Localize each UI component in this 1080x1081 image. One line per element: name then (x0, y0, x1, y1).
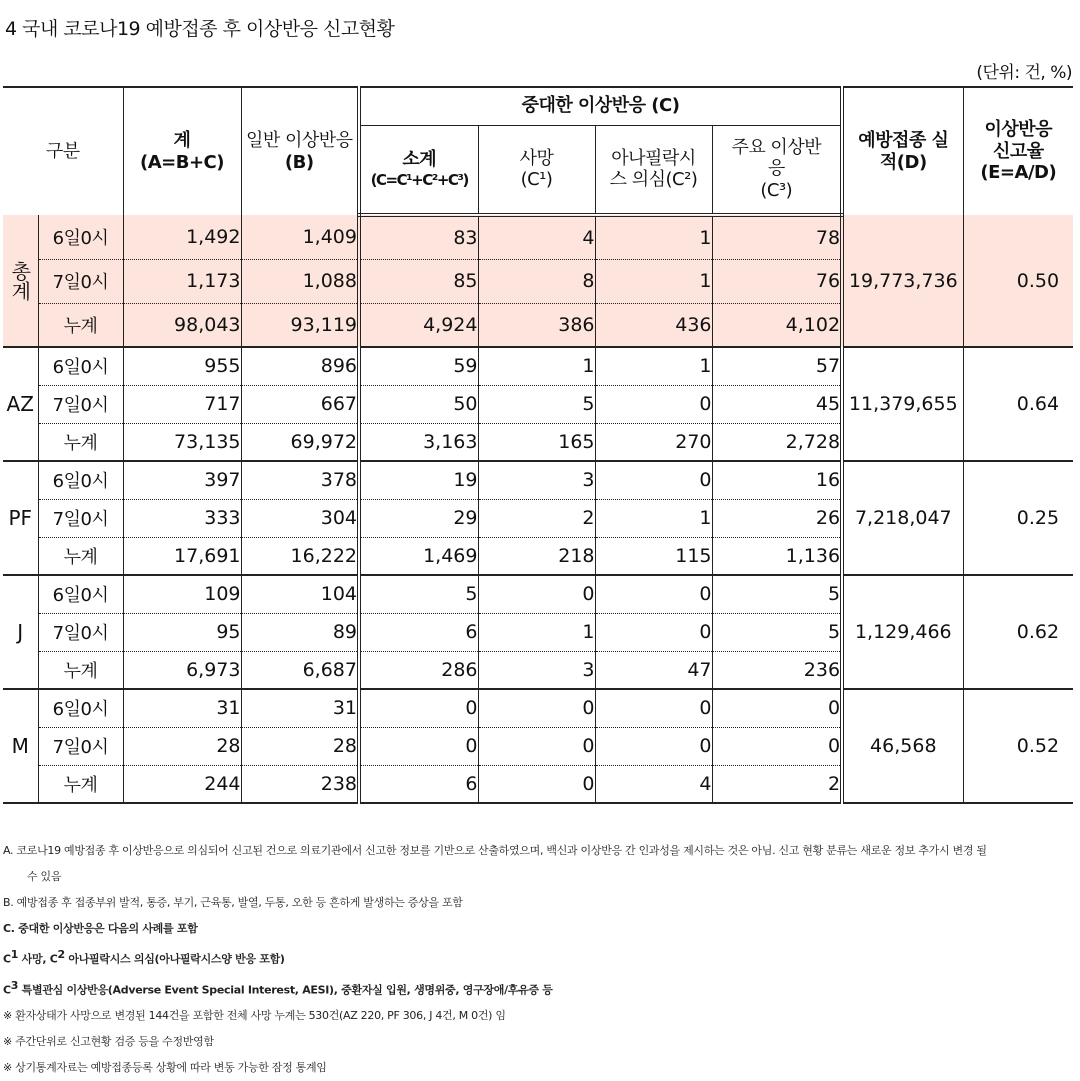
cell-total: 17,691 (123, 537, 241, 575)
cell-subtotal: 3,163 (359, 423, 478, 461)
cell-anaphylaxis: 0 (595, 727, 712, 765)
cell-subtotal: 4,924 (359, 303, 478, 347)
table-row (3, 575, 1073, 613)
cell-general: 1,409 (241, 215, 359, 259)
cell-death: 5 (478, 385, 595, 423)
cell-total: 95 (123, 613, 241, 651)
cell-anaphylaxis: 0 (595, 613, 712, 651)
cell-major: 5 (712, 575, 842, 613)
header-major-line2: 응 (767, 158, 785, 180)
row-label: 7일0시 (38, 259, 123, 303)
cell-subtotal: 29 (359, 499, 478, 537)
cell-general: 1,088 (241, 259, 359, 303)
header-vaccinations-line2: 적(D) (879, 151, 927, 173)
page-title: 4 국내 코로나19 예방접종 후 이상반응 신고현황 (5, 18, 395, 40)
note-c3-letter: C (3, 983, 11, 997)
cell-anaphylaxis: 115 (595, 537, 712, 575)
row-label: 6일0시 (38, 575, 123, 613)
header-anaphylaxis (595, 125, 712, 215)
header-general (241, 87, 359, 215)
header-category: 구분 (3, 87, 123, 215)
cell-anaphylaxis: 1 (595, 499, 712, 537)
row-label: 누계 (38, 303, 123, 347)
group-name: M (3, 689, 38, 803)
table-row (3, 461, 1073, 499)
cell-general: 304 (241, 499, 359, 537)
cell-anaphylaxis: 436 (595, 303, 712, 347)
cell-death: 4 (478, 215, 595, 259)
row-label: 6일0시 (38, 215, 123, 259)
cell-general: 104 (241, 575, 359, 613)
cell-major: 4,102 (712, 303, 842, 347)
cell-rate: 0.64 (963, 347, 1073, 461)
cell-general: 667 (241, 385, 359, 423)
row-label: 6일0시 (38, 689, 123, 727)
cell-major: 57 (712, 347, 842, 385)
table-row (3, 689, 1073, 727)
cell-total: 28 (123, 727, 241, 765)
cell-rate: 0.52 (963, 689, 1073, 803)
cell-anaphylaxis: 1 (595, 347, 712, 385)
cell-death: 0 (478, 765, 595, 803)
cell-death: 218 (478, 537, 595, 575)
cell-major: 2,728 (712, 423, 842, 461)
row-label: 7일0시 (38, 499, 123, 537)
cell-general: 31 (241, 689, 359, 727)
cell-rate: 0.62 (963, 575, 1073, 689)
cell-general: 16,222 (241, 537, 359, 575)
cell-subtotal: 5 (359, 575, 478, 613)
cell-major: 0 (712, 727, 842, 765)
cell-death: 1 (478, 347, 595, 385)
cell-death: 3 (478, 461, 595, 499)
cell-total: 73,135 (123, 423, 241, 461)
cell-general: 89 (241, 613, 359, 651)
cell-rate: 0.25 (963, 461, 1073, 575)
header-rate-line3: (E=A/D) (980, 162, 1057, 184)
cell-death: 386 (478, 303, 595, 347)
note-total-deaths: ※ 환자상태가 사망으로 변경된 144건을 포함한 전체 사망 누계는 530건(AZ 220, PF 306, J 4건, M 0건) 임 (3, 1009, 506, 1023)
cell-general: 238 (241, 765, 359, 803)
cell-total: 717 (123, 385, 241, 423)
note-c2-sup: 2 (57, 948, 65, 961)
cell-total: 1,492 (123, 215, 241, 259)
header-vaccinations-line1: 예방접종 실 (858, 129, 949, 151)
cell-total: 98,043 (123, 303, 241, 347)
cell-general: 378 (241, 461, 359, 499)
cell-subtotal: 6 (359, 765, 478, 803)
unit-label: (단위: 건, %) (976, 63, 1072, 83)
cell-anaphylaxis: 0 (595, 575, 712, 613)
group-name: AZ (3, 347, 38, 461)
cell-total: 109 (123, 575, 241, 613)
cell-vaccinations: 11,379,655 (842, 347, 963, 461)
cell-major: 2 (712, 765, 842, 803)
cell-total: 397 (123, 461, 241, 499)
header-death-line1: 사망 (519, 147, 554, 169)
cell-subtotal: 19 (359, 461, 478, 499)
cell-anaphylaxis: 1 (595, 215, 712, 259)
note-c1-sup: 1 (10, 948, 19, 961)
row-label: 7일0시 (38, 613, 123, 651)
group-name: 총계 (3, 215, 38, 347)
cell-death: 1 (478, 613, 595, 651)
cell-anaphylaxis: 0 (595, 689, 712, 727)
cell-vaccinations: 46,568 (842, 689, 963, 803)
cell-general: 6,687 (241, 651, 359, 689)
adverse-reaction-table (3, 86, 1073, 804)
note-c1-letter: C (3, 952, 11, 966)
cell-anaphylaxis: 270 (595, 423, 712, 461)
cell-subtotal: 85 (359, 259, 478, 303)
cell-death: 0 (478, 689, 595, 727)
note-c3 (3, 973, 1073, 1004)
cell-total: 333 (123, 499, 241, 537)
cell-total: 31 (123, 689, 241, 727)
cell-general: 69,972 (241, 423, 359, 461)
header-major-line1: 주요 이상반 (731, 136, 822, 158)
cell-subtotal: 1,469 (359, 537, 478, 575)
note-c3-text: 특별관심 이상반응(Adverse Event Special Interest, AESI), 중환자실 입원, 생명위중, 영구장애/후유증 등 (18, 983, 553, 997)
header-subtotal-line1: 소계 (402, 149, 437, 171)
cell-subtotal: 0 (359, 689, 478, 727)
note-c3-sup: 3 (10, 978, 19, 992)
row-label: 7일0시 (38, 385, 123, 423)
cell-vaccinations: 1,129,466 (842, 575, 963, 689)
cell-major: 0 (712, 689, 842, 727)
header-anaphylaxis-line2: 스 의심(C²) (609, 169, 698, 191)
cell-major: 26 (712, 499, 842, 537)
cell-major: 1,136 (712, 537, 842, 575)
cell-subtotal: 0 (359, 727, 478, 765)
cell-vaccinations: 19,773,736 (842, 215, 963, 347)
cell-death: 165 (478, 423, 595, 461)
table-row (3, 347, 1073, 385)
cell-death: 3 (478, 651, 595, 689)
note-weekly-verification: ※ 주간단위로 신고현황 검증 등을 수정반영함 (3, 1035, 214, 1049)
cell-anaphylaxis: 0 (595, 385, 712, 423)
header-rate-line2: 신고율 (992, 140, 1044, 162)
note-provisional: ※ 상기통계자료는 예방접종등록 상황에 따라 변동 가능한 잠정 통계임 (3, 1061, 327, 1075)
header-subtotal (359, 125, 478, 215)
row-label: 7일0시 (38, 727, 123, 765)
note-c2-text: 아나필락시스 의심(아나필락시스양 반응 포함) (64, 952, 285, 966)
cell-anaphylaxis: 4 (595, 765, 712, 803)
header-total-line2: (A=B+C) (140, 151, 224, 173)
cell-death: 2 (478, 499, 595, 537)
cell-major: 236 (712, 651, 842, 689)
header-major-line3: (C³) (760, 180, 793, 202)
header-total-line1: 계 (173, 129, 191, 151)
cell-major: 76 (712, 259, 842, 303)
header-total (123, 87, 241, 215)
header-major (712, 125, 842, 215)
cell-total: 244 (123, 765, 241, 803)
cell-general: 93,119 (241, 303, 359, 347)
header-death-line2: (C¹) (520, 169, 553, 191)
note-a-line1: A. 코로나19 예방접종 후 이상반응으로 의심되어 신고된 건으로 의료기관에서 신고한 정보를 기반으로 산출하였으며, 백신과 이상반응 간 인과성을 제시하는 것은 아님. 신고 현황 분류는 새로운 정보 추가시 변경 될 (3, 844, 987, 857)
footnotes (3, 838, 1073, 1081)
header-subtotal-line2: (C=C¹+C²+C³) (370, 171, 468, 190)
note-b: B. 예방접종 후 접종부위 발적, 통증, 부기, 근육통, 발열, 두통, 오한 등 흔하게 발생하는 증상을 포함 (3, 896, 463, 909)
header-rate-line1: 이상반응 (984, 119, 1053, 141)
header-serious: 중대한 이상반응 (C) (359, 87, 842, 125)
row-label: 누계 (38, 423, 123, 461)
cell-death: 8 (478, 259, 595, 303)
table-row (3, 215, 1073, 259)
row-label: 누계 (38, 651, 123, 689)
row-label: 6일0시 (38, 461, 123, 499)
cell-subtotal: 59 (359, 347, 478, 385)
row-label: 6일0시 (38, 347, 123, 385)
group-name: PF (3, 461, 38, 575)
cell-death: 0 (478, 727, 595, 765)
cell-rate: 0.50 (963, 215, 1073, 347)
cell-general: 896 (241, 347, 359, 385)
cell-total: 1,173 (123, 259, 241, 303)
cell-vaccinations: 7,218,047 (842, 461, 963, 575)
note-c1-c2 (3, 942, 1073, 973)
cell-anaphylaxis: 0 (595, 461, 712, 499)
cell-death: 0 (478, 575, 595, 613)
header-anaphylaxis-line1: 아나필락시 (611, 147, 696, 169)
header-death (478, 125, 595, 215)
cell-major: 16 (712, 461, 842, 499)
row-label: 누계 (38, 765, 123, 803)
note-a-line2: 수 있음 (27, 870, 62, 883)
row-label: 누계 (38, 537, 123, 575)
cell-major: 78 (712, 215, 842, 259)
header-general-line1: 일반 이상반응 (245, 129, 353, 151)
cell-subtotal: 50 (359, 385, 478, 423)
cell-subtotal: 83 (359, 215, 478, 259)
cell-subtotal: 286 (359, 651, 478, 689)
header-general-line2: (B) (284, 151, 314, 173)
cell-anaphylaxis: 47 (595, 651, 712, 689)
cell-subtotal: 6 (359, 613, 478, 651)
cell-total: 955 (123, 347, 241, 385)
header-rate (963, 87, 1073, 215)
cell-major: 45 (712, 385, 842, 423)
cell-general: 28 (241, 727, 359, 765)
note-c1-text: 사망, C (18, 952, 58, 966)
group-name: J (3, 575, 38, 689)
cell-anaphylaxis: 1 (595, 259, 712, 303)
header-vaccinations (842, 87, 963, 215)
cell-total: 6,973 (123, 651, 241, 689)
note-c: C. 중대한 이상반응은 다음의 사례를 포함 (3, 922, 198, 935)
cell-major: 5 (712, 613, 842, 651)
